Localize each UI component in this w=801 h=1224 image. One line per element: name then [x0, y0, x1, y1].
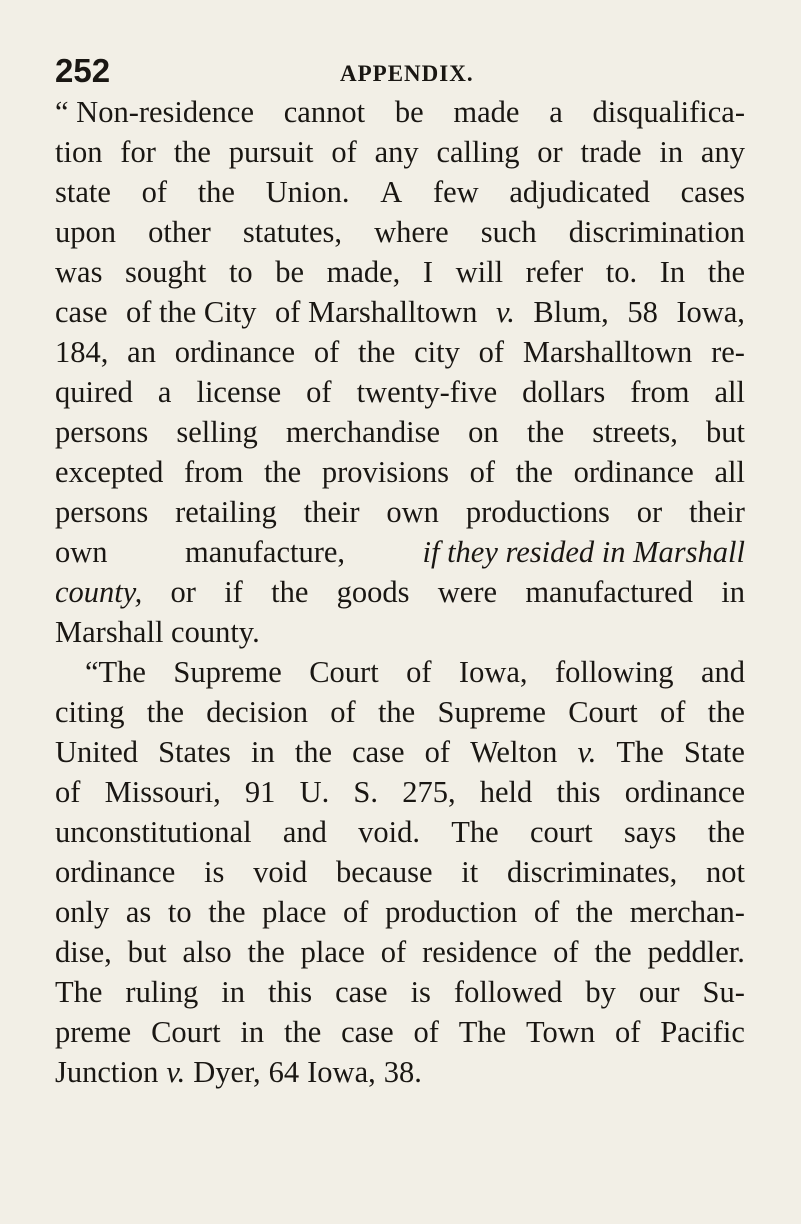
- word: of: [533, 895, 560, 929]
- word: The: [458, 1015, 507, 1049]
- word: quired: [55, 375, 133, 409]
- word: of: [553, 935, 579, 969]
- word: unconstitutional: [55, 815, 252, 849]
- word: an: [127, 335, 156, 369]
- word: twenty-five: [356, 375, 498, 409]
- word: of: [478, 335, 505, 369]
- text-line: [55, 612, 745, 652]
- word: the: [146, 695, 185, 729]
- word: only: [55, 895, 110, 929]
- word: decision: [206, 695, 308, 729]
- word: other: [148, 215, 211, 249]
- word: or: [537, 135, 563, 169]
- word: The: [451, 815, 499, 849]
- word: 184,: [55, 335, 109, 369]
- word: the: [294, 735, 333, 769]
- word: discriminates,: [506, 855, 678, 889]
- word: merchan-: [629, 895, 745, 929]
- word: made: [453, 95, 520, 129]
- word: made,: [326, 255, 401, 289]
- word: adjudicated: [509, 175, 650, 209]
- word: Court: [568, 695, 638, 729]
- word: Town: [526, 1015, 596, 1049]
- word: U.: [299, 775, 330, 809]
- word: in: [221, 975, 246, 1009]
- word: re-: [711, 335, 745, 369]
- word: ordinance: [624, 775, 745, 809]
- word: city: [414, 335, 460, 369]
- text-line: [55, 92, 745, 132]
- word-italic: county,: [55, 575, 143, 609]
- word: the: [271, 575, 309, 609]
- word: be: [275, 255, 305, 289]
- word: the: [575, 895, 614, 929]
- text-line: [55, 852, 745, 892]
- word: the: [515, 455, 553, 489]
- text-line: [55, 492, 745, 532]
- word: of: [614, 1015, 641, 1049]
- word: says: [623, 815, 677, 849]
- word: be: [394, 95, 424, 129]
- word: of Marshalltown: [274, 295, 478, 329]
- word: United: [55, 735, 139, 769]
- word: from: [184, 455, 244, 489]
- word: production: [385, 895, 518, 929]
- text-line: [55, 572, 745, 612]
- text-line: [55, 1052, 745, 1092]
- word: and: [700, 655, 745, 689]
- text-line: [55, 972, 745, 1012]
- word: tion: [55, 135, 103, 169]
- text-line: [55, 372, 745, 412]
- word: Su-: [702, 975, 745, 1009]
- word: the: [263, 455, 302, 489]
- word: case: [352, 735, 405, 769]
- word: of: [659, 695, 686, 729]
- word: is: [203, 855, 225, 889]
- word: Pacific: [660, 1015, 745, 1049]
- word: The: [616, 735, 664, 769]
- word: where: [374, 215, 449, 249]
- italic-phrase: if they resided in Marshall: [422, 535, 745, 569]
- word: was: [55, 255, 103, 289]
- word: own: [55, 535, 108, 569]
- word: ordinance: [174, 335, 296, 369]
- word: cannot: [283, 95, 366, 129]
- word: is: [410, 975, 431, 1009]
- word: retailing: [175, 495, 277, 529]
- word: the: [173, 135, 211, 169]
- word: any: [700, 135, 745, 169]
- word: will: [455, 255, 504, 289]
- word: manufacture,: [185, 535, 346, 569]
- word: I: [422, 255, 434, 289]
- word: followed: [453, 975, 563, 1009]
- text-line: [55, 292, 745, 332]
- word: productions: [465, 495, 610, 529]
- text-line: [55, 732, 745, 772]
- text-line: [55, 772, 745, 812]
- word: by: [585, 975, 616, 1009]
- word: 91: [244, 775, 276, 809]
- word: excepted: [55, 455, 164, 489]
- word: citing: [55, 695, 125, 729]
- word: Junction: [55, 1055, 159, 1089]
- word: 275,: [402, 775, 456, 809]
- word: “ Non-residence: [55, 95, 254, 129]
- word: provisions: [321, 455, 449, 489]
- word: license: [196, 375, 282, 409]
- word: or: [636, 495, 663, 529]
- word: of: [55, 775, 81, 809]
- word: Court: [151, 1015, 221, 1049]
- word: to: [228, 255, 253, 289]
- word: of: [330, 695, 356, 729]
- word: such: [480, 215, 537, 249]
- word: Welton: [470, 735, 558, 769]
- word: cases: [680, 175, 745, 209]
- word: “The: [85, 655, 146, 689]
- word: as: [125, 895, 152, 929]
- word: the: [377, 695, 416, 729]
- word: of: [141, 175, 168, 209]
- word: persons: [55, 415, 149, 449]
- word: of: [413, 1015, 439, 1049]
- word: States: [158, 735, 231, 769]
- word: the: [707, 815, 745, 849]
- word: the: [526, 415, 565, 449]
- word: ordinance: [573, 455, 694, 489]
- word: Court: [309, 655, 379, 689]
- text-line: [55, 532, 745, 572]
- word: A: [380, 175, 403, 209]
- word: 38.: [383, 1055, 422, 1089]
- text-line: [55, 252, 745, 292]
- word: In: [659, 255, 686, 289]
- word: all: [714, 455, 745, 489]
- word: pursuit: [228, 135, 314, 169]
- word: Iowa,: [307, 1055, 376, 1089]
- word: Dyer,: [193, 1055, 261, 1089]
- word: Marshall county.: [55, 615, 260, 649]
- word: place: [262, 895, 327, 929]
- word: the: [594, 935, 632, 969]
- word: the: [197, 175, 235, 209]
- word: a: [549, 95, 563, 129]
- word: for: [120, 135, 156, 169]
- word: not: [705, 855, 745, 889]
- word: case: [55, 295, 108, 329]
- word: refer: [525, 255, 584, 289]
- word: in: [250, 735, 275, 769]
- word: state: [55, 175, 111, 209]
- word: State: [683, 735, 745, 769]
- word: the: [247, 935, 285, 969]
- text-line: [55, 412, 745, 452]
- word: selling: [176, 415, 258, 449]
- text-line: [55, 212, 745, 252]
- word: ordinance: [55, 855, 176, 889]
- word: this: [556, 775, 601, 809]
- word: persons: [55, 495, 149, 529]
- word: of: [313, 335, 340, 369]
- running-title: APPENDIX.: [340, 61, 474, 86]
- word: the: [284, 1015, 322, 1049]
- word: this: [268, 975, 313, 1009]
- word: void.: [358, 815, 420, 849]
- word: following: [554, 655, 674, 689]
- word: case: [341, 1015, 394, 1049]
- word: all: [714, 375, 745, 409]
- word: Supreme: [173, 655, 282, 689]
- word: and: [282, 815, 327, 849]
- word: Marshalltown: [522, 335, 693, 369]
- word: if: [224, 575, 243, 609]
- text-line: [55, 172, 745, 212]
- word: 64: [268, 1055, 300, 1089]
- text-line: [55, 132, 745, 172]
- text-line: [55, 332, 745, 372]
- word: of: [331, 135, 357, 169]
- word: place: [300, 935, 365, 969]
- word: because: [336, 855, 433, 889]
- word: Missouri,: [104, 775, 221, 809]
- text-line: [55, 932, 745, 972]
- word: of: [380, 935, 407, 969]
- word-italic: v.: [577, 735, 597, 769]
- word: discrimination: [568, 215, 745, 249]
- word: it: [461, 855, 479, 889]
- word: S.: [353, 775, 379, 809]
- word: ruling: [125, 975, 199, 1009]
- word: few: [432, 175, 479, 209]
- word: the: [707, 255, 745, 289]
- word: calling: [436, 135, 520, 169]
- word: of: [406, 655, 432, 689]
- word: to.: [605, 255, 638, 289]
- word: our: [638, 975, 680, 1009]
- word: 58: [627, 295, 658, 329]
- text-line: [55, 692, 745, 732]
- word: sought: [125, 255, 207, 289]
- text-line: [55, 1012, 745, 1052]
- word: Blum,: [533, 295, 609, 329]
- word: of the City: [126, 295, 257, 329]
- word: but: [706, 415, 745, 449]
- text-line: [55, 812, 745, 852]
- word: disqualifica-: [592, 95, 745, 129]
- word: peddler.: [647, 935, 745, 969]
- word: in: [659, 135, 684, 169]
- word: but: [127, 935, 167, 969]
- word: residence: [422, 935, 538, 969]
- word: of: [469, 455, 496, 489]
- word: own: [386, 495, 439, 529]
- word: the: [707, 695, 745, 729]
- word: any: [374, 135, 419, 169]
- word-italic: v.: [495, 295, 515, 329]
- text-line: [55, 452, 745, 492]
- word: the: [208, 895, 246, 929]
- word: merchandise: [285, 415, 440, 449]
- word: the: [358, 335, 396, 369]
- word: or: [170, 575, 196, 609]
- body-text: [55, 92, 745, 1092]
- word: Union.: [265, 175, 350, 209]
- word: upon: [55, 215, 116, 249]
- word: streets,: [592, 415, 678, 449]
- word: dise,: [55, 935, 112, 969]
- word: goods: [336, 575, 410, 609]
- word: statutes,: [242, 215, 343, 249]
- word: also: [182, 935, 232, 969]
- word: of: [424, 735, 451, 769]
- word: of: [306, 375, 332, 409]
- page-number: 252: [55, 52, 111, 89]
- word-italic: v.: [166, 1055, 186, 1089]
- word: held: [479, 775, 533, 809]
- word: a: [157, 375, 172, 409]
- word: on: [468, 415, 499, 449]
- text-line: [55, 892, 745, 932]
- word: their: [303, 495, 360, 529]
- word: The: [55, 975, 103, 1009]
- word: from: [630, 375, 690, 409]
- word: trade: [580, 135, 642, 169]
- word: of: [343, 895, 369, 929]
- word: Iowa,: [676, 295, 745, 329]
- word: their: [689, 495, 745, 529]
- word: in: [721, 575, 745, 609]
- word: were: [437, 575, 498, 609]
- text-line: [55, 652, 745, 692]
- word: dollars: [522, 375, 606, 409]
- word: court: [529, 815, 593, 849]
- word: Supreme: [437, 695, 546, 729]
- word: case: [335, 975, 388, 1009]
- word: to: [167, 895, 192, 929]
- word: manufactured: [525, 575, 693, 609]
- running-head: [55, 52, 746, 92]
- word: void: [253, 855, 308, 889]
- word: Iowa,: [458, 655, 528, 689]
- word: in: [240, 1015, 265, 1049]
- word: preme: [55, 1015, 132, 1049]
